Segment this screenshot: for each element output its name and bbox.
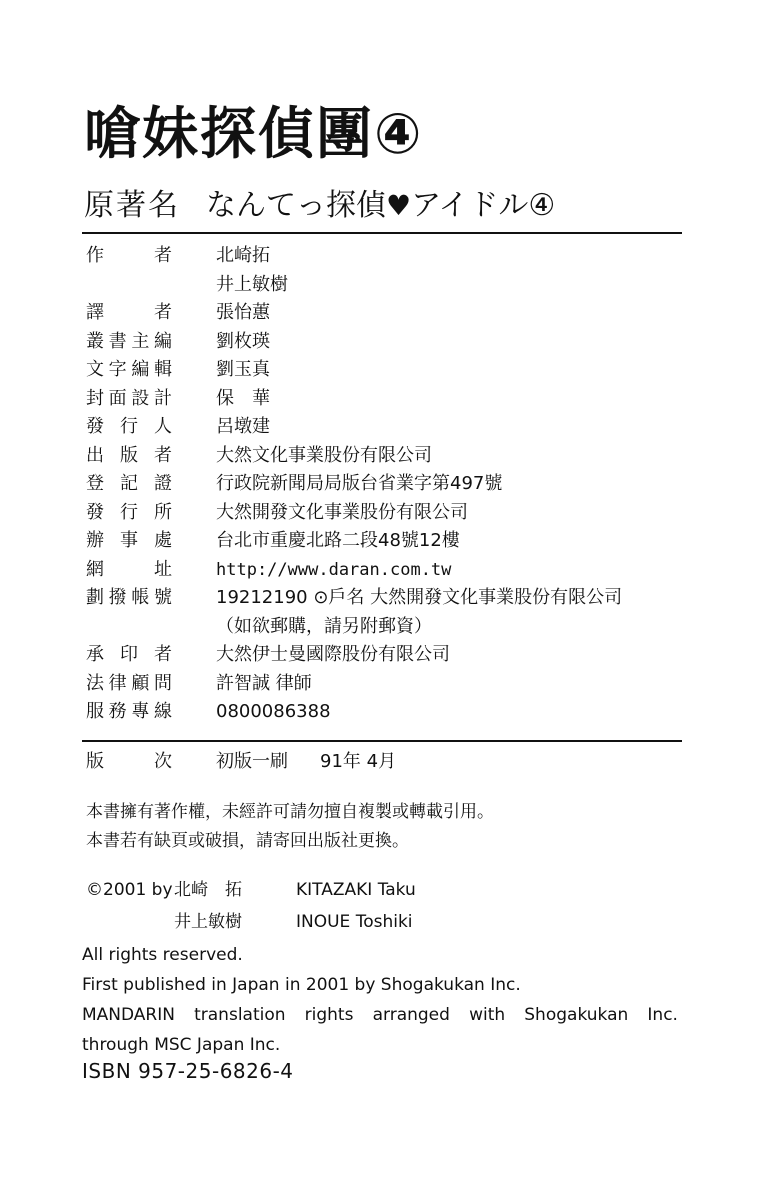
edition-row (86, 748, 706, 777)
rights-notice (86, 798, 494, 856)
copyright-prefix: ©2001 by (86, 880, 173, 900)
credit-row (86, 698, 706, 727)
credit-value: 19212190 ⊙戶名 大然開發文化事業股份有限公司 (216, 587, 623, 608)
credit-value: 行政院新聞局局版台省業字第497號 (216, 473, 503, 494)
credit-row (86, 271, 706, 300)
credit-label: 發 行 人 (86, 416, 172, 437)
english-line: through MSC Japan Inc. (82, 1035, 281, 1055)
credit-row (86, 584, 706, 613)
notice-line: 本書擁有著作權，未經許可請勿擅自複製或轉載引用。 (86, 802, 494, 822)
book-title: 嗆妹探偵團④ (84, 102, 424, 167)
credit-label: 辦 事 處 (86, 530, 172, 551)
credit-value: 0800086388 (216, 701, 331, 722)
credit-value: 井上敏樹 (216, 273, 288, 295)
author1-en: KITAZAKI Taku (296, 880, 416, 900)
edition-label: 版 次 (86, 751, 172, 772)
isbn: ISBN 957-25-6826-4 (82, 1059, 294, 1083)
credit-label: 叢 書 主 編 (86, 330, 172, 352)
credit-label: 法 律 顧 問 (86, 672, 172, 694)
credit-row (86, 470, 706, 499)
credit-value: （如欲郵購，請另附郵資） (216, 615, 432, 637)
credit-label: 出 版 者 (86, 444, 172, 466)
credit-row (86, 613, 706, 642)
credit-value: 大然開發文化事業股份有限公司 (216, 501, 468, 523)
credit-label: 服 務 專 線 (86, 701, 172, 722)
credit-row (86, 413, 706, 442)
credit-value: 張怡蕙 (216, 302, 270, 323)
author2-cjk: 井上敏樹 (174, 912, 242, 932)
credit-label: 發 行 所 (86, 501, 172, 523)
credit-label: 作 者 (86, 245, 172, 266)
credit-value: 大然文化事業股份有限公司 (216, 444, 432, 466)
original-title-text-1: なんてっ探偵 (206, 188, 386, 223)
credit-row (86, 242, 706, 271)
credit-value: 呂墩建 (216, 416, 270, 437)
credit-row (86, 641, 706, 670)
credit-label: 網 址 (86, 558, 172, 580)
credit-value: 保 華 (216, 387, 270, 409)
credit-value: 北崎拓 (216, 245, 270, 266)
author2-en: INOUE Toshiki (296, 912, 413, 932)
edition-value: 初版一刷 (216, 751, 288, 772)
credit-row (86, 299, 706, 328)
credit-value: 劉枚瑛 (216, 330, 270, 352)
credit-label: 劃 撥 帳 號 (86, 587, 172, 608)
credit-row (86, 356, 706, 385)
credit-value: 大然伊士曼國際股份有限公司 (216, 644, 450, 665)
english-line-justified: MANDARIN translation rights arranged with Shogakukan Inc. (82, 1005, 678, 1025)
credits-list (86, 242, 706, 727)
credit-row (86, 670, 706, 699)
credit-row (86, 385, 706, 414)
credit-label: 承 印 者 (86, 644, 172, 665)
notice-line: 本書若有缺頁或破損，請寄回出版社更換。 (86, 831, 409, 851)
original-title-label: 原著名 (84, 188, 180, 223)
original-title (84, 186, 724, 226)
credit-label: 封 面 設 計 (86, 387, 172, 409)
english-line: All rights reserved. (82, 945, 243, 965)
english-rights (82, 940, 678, 1060)
divider-top (82, 232, 682, 234)
credit-value: 台北市重慶北路二段48號12樓 (216, 530, 460, 551)
edition-date: 91年 4月 (320, 751, 397, 772)
edition-block (86, 748, 706, 777)
credit-row (86, 556, 706, 585)
credit-row (86, 328, 706, 357)
credit-value: http://www.daran.com.tw (216, 559, 452, 580)
credit-row (86, 527, 706, 556)
divider-edition (82, 740, 682, 742)
heart-icon: ♥ (386, 189, 412, 222)
credit-row (86, 499, 706, 528)
credit-label: 譯 者 (86, 302, 172, 323)
credit-label: 登 記 證 (86, 473, 172, 494)
credit-label: 文 字 編 輯 (86, 359, 172, 380)
original-title-text-2: アイドル④ (411, 188, 556, 223)
credit-value: 許智誠 律師 (216, 672, 312, 694)
english-line: First published in Japan in 2001 by Shogakukan Inc. (82, 975, 521, 995)
credit-value: 劉玉真 (216, 359, 270, 380)
author1-cjk: 北崎 拓 (174, 880, 242, 900)
credit-row (86, 442, 706, 471)
